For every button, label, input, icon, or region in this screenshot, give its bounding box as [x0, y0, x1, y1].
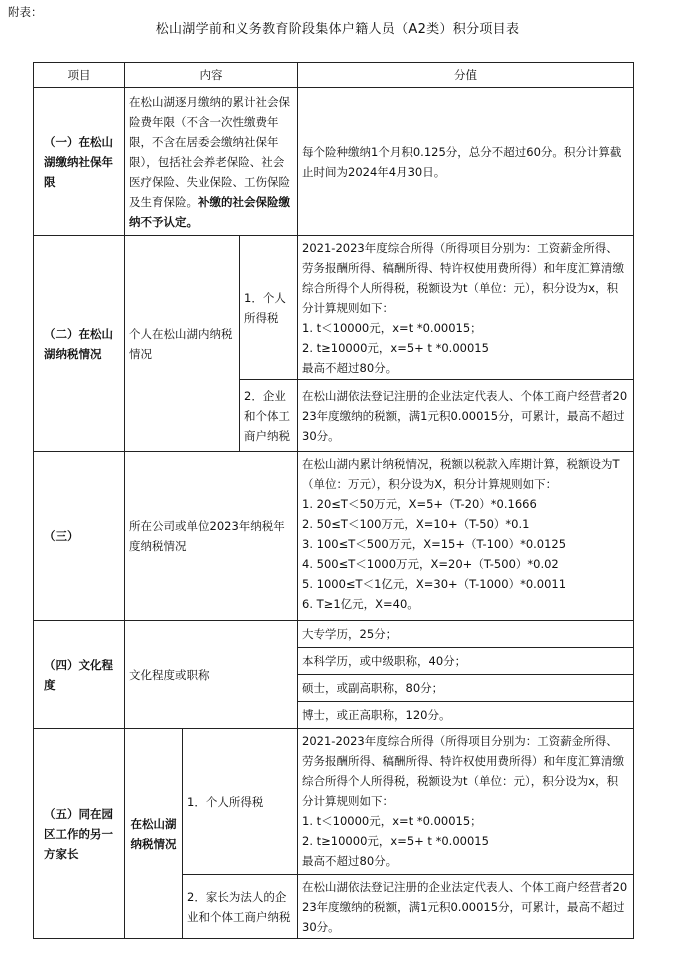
score-line: 1. 20≤T＜50万元，X=5+（T-20）*0.1666 [302, 497, 537, 511]
item-company-tax: （三） [34, 452, 125, 621]
score-line: 2021-2023年度综合所得（所得项目分别为：工资薪金所得、劳务报酬所得、稿酬所得、特许权使用费所得）和年度汇算清缴综合所得个人所得税，税额设为t（单位：元），积分设为x，积分计算规则如下： [302, 241, 625, 315]
content-plain: 在松山湖逐月缴纳的累计社会保险费年限（不含一次性缴费年限，不含在居委会缴纳社保年限），包括社会养老保险、社会医疗保险、失业保险、工伤保险及生育保险。 [129, 94, 290, 209]
points-table [33, 62, 634, 939]
score-line: 最高不超过80分。 [302, 361, 398, 375]
sub-label-other-enterprise-tax: 2．家长为法人的企业和个体工商户纳税 [183, 875, 298, 939]
score-line: 1. t＜10000元，x=t *0.00015； [302, 814, 482, 828]
row-company-tax [34, 452, 634, 621]
row-social-insurance [34, 88, 634, 236]
table-title: 松山湖学前和义务教育阶段集体户籍人员（A2类）积分项目表 [155, 22, 520, 37]
score-line: 1. t＜10000元，x=t *0.00015； [302, 321, 482, 335]
sub-label-personal-tax: 1．个人所得税 [240, 236, 298, 380]
content-bold-note: 补缴的社会保险缴纳不予认定。 [129, 194, 290, 229]
item-education: （四）文化程度 [34, 621, 125, 729]
sub-label-enterprise-tax: 2．企业和个体工商户纳税 [240, 380, 298, 452]
score-line: 5. 1000≤T＜1亿元，X=30+（T-1000）*0.0011 [302, 577, 567, 591]
score-personal-tax [298, 236, 634, 380]
header-item: 项目 [34, 63, 125, 88]
row-tax-personal [34, 236, 634, 380]
score-line: 2. 50≤T＜100万元，X=10+（T-50）*0.1 [302, 517, 530, 531]
score-line: 6. T≥1亿元，X=40。 [302, 597, 419, 611]
content-social-insurance [125, 88, 298, 236]
item-other-parent: （五）同在园区工作的另一方家长 [34, 729, 125, 939]
score-line: 3. 100≤T＜500万元，X=15+（T-100）*0.0125 [302, 537, 567, 551]
score-line: 2. t≥10000元，x=5+ t *0.00015 [302, 341, 489, 355]
score-line: 2021-2023年度综合所得（所得项目分别为：工资薪金所得、劳务报酬所得、稿酬所得、特许权使用费所得）和年度汇算清缴综合所得个人所得税，税额设为t（单位：元），积分设为x，积分计算规则如下： [302, 734, 625, 808]
item-social-insurance: （一）在松山湖缴纳社保年限 [34, 88, 125, 236]
score-line: 在松山湖内累计纳税情况，税额以税款入库期计算，税额设为T（单位：万元），积分设为X，积分计算规则如下： [302, 457, 620, 491]
header-row [34, 63, 634, 88]
score-line: 2. t≥10000元，x=5+ t *0.00015 [302, 834, 489, 848]
score-other-personal-tax [298, 729, 634, 875]
score-enterprise-tax: 在松山湖依法登记注册的企业法定代表人、个体工商户经营者2023年度缴纳的税额，满1元积0.00015分，可累计，最高不超过30分。 [298, 380, 634, 452]
score-education-3: 硕士，或副高职称，80分； [298, 675, 634, 702]
row-other-parent-personal [34, 729, 634, 875]
score-education-2: 本科学历，或中级职称，40分； [298, 648, 634, 675]
score-education-1: 大专学历，25分； [298, 621, 634, 648]
content-company-tax: 所在公司或单位2023年纳税年度纳税情况 [125, 452, 298, 621]
header-content: 内容 [125, 63, 298, 88]
attachment-note: 附表： [8, 5, 43, 19]
score-education-4: 博士，或正高职称，120分。 [298, 702, 634, 729]
header-score: 分值 [298, 63, 634, 88]
content-tax: 个人在松山湖内纳税情况 [125, 236, 240, 452]
row-education [34, 621, 634, 648]
score-other-enterprise-tax: 在松山湖依法登记注册的企业法定代表人、个体工商户经营者2023年度缴纳的税额，满1元积0.00015分，可累计，最高不超过30分。 [298, 875, 634, 939]
score-social-insurance: 每个险种缴纳1个月积0.125分，总分不超过60分。积分计算截止时间为2024年4月30日。 [298, 88, 634, 236]
score-line: 4. 500≤T＜1000万元，X=20+（T-500）*0.02 [302, 557, 559, 571]
content-other-parent: 在松山湖纳税情况 [125, 729, 183, 939]
content-education: 文化程度或职称 [125, 621, 298, 729]
item-tax: （二）在松山湖纳税情况 [34, 236, 125, 452]
score-company-tax [298, 452, 634, 621]
score-line: 最高不超过80分。 [302, 854, 398, 868]
sub-label-other-personal-tax: 1．个人所得税 [183, 729, 298, 875]
